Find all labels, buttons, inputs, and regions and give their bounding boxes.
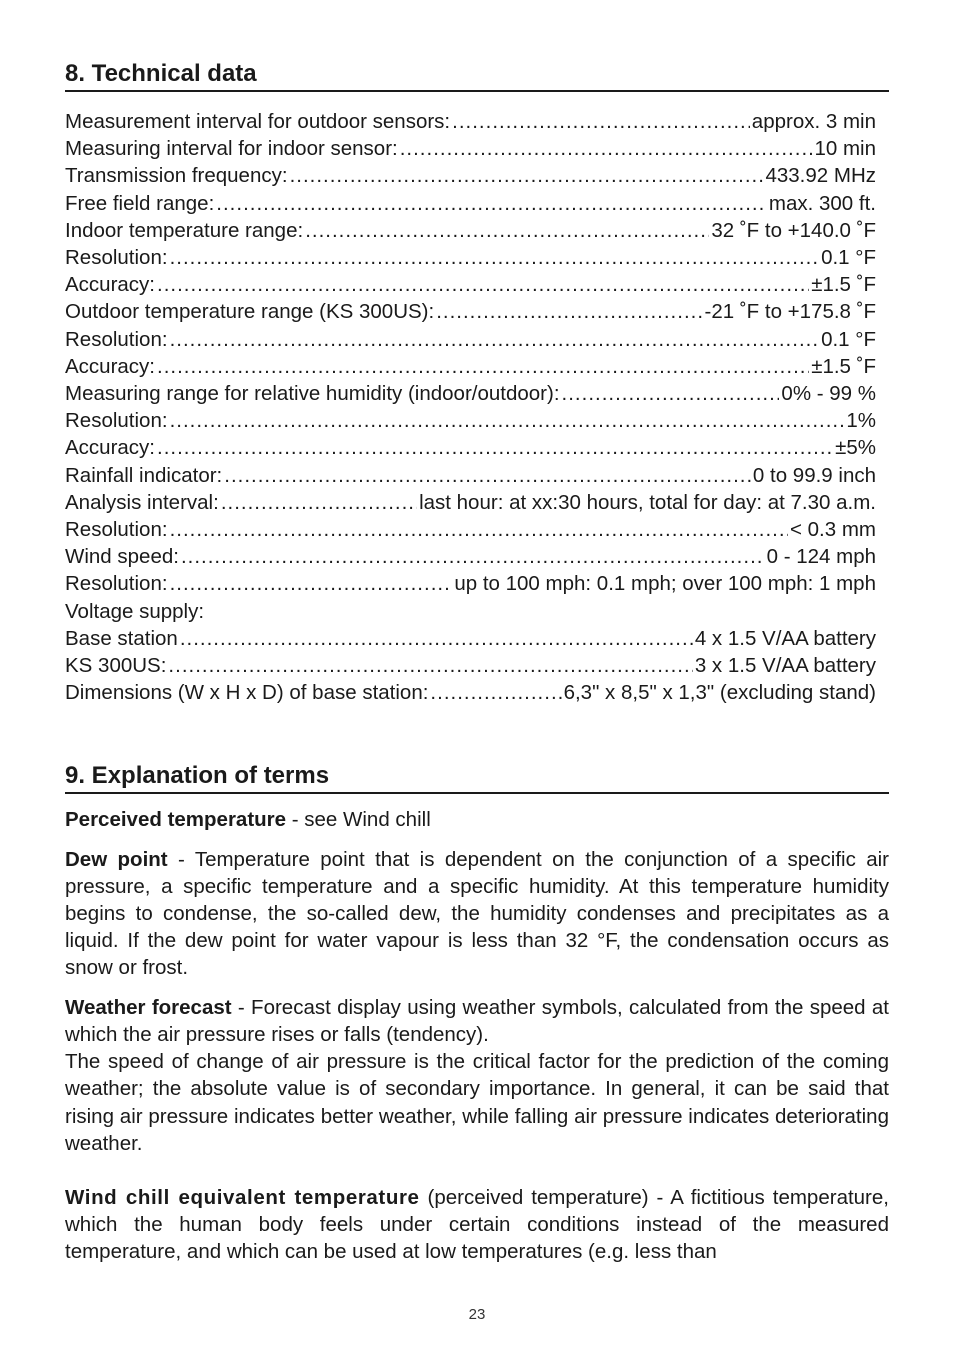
spec-value: 433.92 MHz xyxy=(765,164,876,188)
spec-row xyxy=(65,652,876,679)
dot-leader xyxy=(181,543,765,570)
spec-value: ±5% xyxy=(835,436,876,460)
spec-label: Indoor temperature range: xyxy=(65,218,304,242)
page-number: 23 xyxy=(468,1306,486,1323)
dot-leader xyxy=(562,380,780,407)
term-dew-point xyxy=(65,846,889,982)
term-text: The speed of change of air pressure is the critical factor for the prediction of the coming weather; the absolute value is of secondary importance. In general, it can be said that rising air pressure indicates better weather, while falling air pressure indicates deteriorating weather. xyxy=(65,1050,889,1155)
term-weather-forecast-continued xyxy=(65,1048,889,1157)
spec-row xyxy=(65,353,876,380)
section-title-explanation-of-terms: 9. Explanation of terms xyxy=(65,760,889,794)
spec-value: 3 x 1.5 V/AA battery xyxy=(694,654,876,678)
spec-label: Rainfall indicator: xyxy=(65,463,223,487)
spec-row xyxy=(65,625,876,652)
spec-label: Free field range: xyxy=(65,191,215,215)
spec-row xyxy=(65,516,876,543)
term-text: - Temperature point that is dependent on the conjunction of a specific air pressure, a specific temperature and a specific humidity. At this temperature humidity begins to condense, the so-called dew, the humidity condenses and precipitates as a liquid. If the dew point for water vapour is less than 32 °F, the condensation occurs as snow or frost. xyxy=(65,847,890,980)
dot-leader xyxy=(157,271,809,298)
spec-row xyxy=(65,570,876,597)
spec-value: last hour: at xx:30 hours, total for day: at 7.30 a.m. xyxy=(419,490,876,514)
page-content xyxy=(65,58,889,1266)
term-heading: Wind chill equivalent temperature xyxy=(65,1185,420,1209)
spec-label: KS 300US: xyxy=(65,654,167,678)
spec-label: Resolution: xyxy=(65,518,168,542)
technical-data-list xyxy=(65,108,876,706)
spec-value: -21 ˚F to +175.8 ˚F xyxy=(704,300,876,324)
dot-leader xyxy=(157,353,809,380)
spec-value: max. 300 ft. xyxy=(768,191,876,215)
spec-value: ±1.5 ˚F xyxy=(811,273,876,297)
spec-value: 10 min xyxy=(814,137,876,161)
spec-row xyxy=(65,271,876,298)
dot-leader xyxy=(180,625,693,652)
term-text: - see Wind chill xyxy=(286,808,431,832)
spec-value: 0% - 99 % xyxy=(781,382,876,406)
dot-leader xyxy=(170,570,453,597)
spec-label: Analysis interval: xyxy=(65,490,219,514)
spec-row xyxy=(65,298,876,325)
spec-value: ±1.5 ˚F xyxy=(811,354,876,378)
term-weather-forecast xyxy=(65,994,889,1048)
spec-label: Transmission frequency: xyxy=(65,164,288,188)
spec-label: Resolution: xyxy=(65,572,168,596)
term-wind-chill xyxy=(65,1184,889,1266)
spec-value: 1% xyxy=(846,409,876,433)
term-heading: Weather forecast xyxy=(65,995,232,1019)
spec-value: 32 ˚F to +140.0 ˚F xyxy=(711,218,876,242)
dot-leader xyxy=(170,407,845,434)
spec-row xyxy=(65,462,876,489)
term-heading: Perceived temperature xyxy=(65,808,287,832)
dot-leader xyxy=(290,162,764,189)
spec-row xyxy=(65,108,876,135)
spec-label: Measuring range for relative humidity (indoor/outdoor): xyxy=(65,382,560,406)
dot-leader xyxy=(170,326,820,353)
spec-row xyxy=(65,162,876,189)
spec-value: 0.1 °F xyxy=(821,327,876,351)
spec-value: 0 - 124 mph xyxy=(766,545,876,569)
term-text: (perceived temperature) - A fictitious temperature, which the human body feels under certain conditions instead of the measured temperature, and which can be used at low temperatures (e.g. less than xyxy=(65,1185,889,1264)
spec-label: Measuring interval for indoor sensor: xyxy=(65,137,398,161)
dot-leader xyxy=(400,135,813,162)
dot-leader xyxy=(221,489,417,516)
dot-leader xyxy=(216,190,767,217)
spec-label: Resolution: xyxy=(65,409,168,433)
spec-row xyxy=(65,434,876,461)
spec-label: Outdoor temperature range (KS 300US): xyxy=(65,300,435,324)
spec-label: Base station xyxy=(65,626,178,650)
dot-leader xyxy=(170,244,820,271)
spec-row xyxy=(65,407,876,434)
spec-value: 4 x 1.5 V/AA battery xyxy=(694,626,876,650)
spec-value: up to 100 mph: 0.1 mph; over 100 mph: 1 mph xyxy=(454,572,876,596)
spec-value: 6,3" x 8,5" x 1,3" (excluding stand) xyxy=(563,681,876,705)
term-perceived-temperature xyxy=(65,806,889,833)
spec-row xyxy=(65,598,876,625)
spec-label: Voltage supply: xyxy=(65,599,205,623)
spec-value: 0 to 99.9 inch xyxy=(752,463,876,487)
spec-row xyxy=(65,190,876,217)
dot-leader xyxy=(430,679,561,706)
spec-row xyxy=(65,326,876,353)
spec-row xyxy=(65,489,876,516)
spec-label: Resolution: xyxy=(65,246,168,270)
dot-leader xyxy=(168,652,692,679)
spec-row xyxy=(65,244,876,271)
dot-leader xyxy=(157,434,833,461)
spec-label: Resolution: xyxy=(65,327,168,351)
spec-label: Accuracy: xyxy=(65,273,155,297)
section-title-technical-data: 8. Technical data xyxy=(65,58,889,92)
dot-leader xyxy=(305,217,709,244)
spec-label: Accuracy: xyxy=(65,354,155,378)
spec-label: Accuracy: xyxy=(65,436,155,460)
spec-value: < 0.3 mm xyxy=(789,518,876,542)
spec-row xyxy=(65,380,876,407)
spec-label: Dimensions (W x H x D) of base station: xyxy=(65,681,429,705)
spec-row xyxy=(65,543,876,570)
dot-leader xyxy=(170,516,788,543)
term-heading: Dew point xyxy=(65,847,168,871)
spec-row xyxy=(65,135,876,162)
spec-row xyxy=(65,679,876,706)
dot-leader xyxy=(224,462,751,489)
term-text: - Forecast display using weather symbols, calculated from the speed at which the air pressure rises or falls (tendency). xyxy=(65,995,889,1046)
spec-label: Measurement interval for outdoor sensors: xyxy=(65,110,451,133)
dot-leader xyxy=(452,108,750,135)
spec-value: approx. 3 min xyxy=(751,110,876,133)
spec-row xyxy=(65,217,876,244)
spec-value: 0.1 °F xyxy=(821,246,876,270)
spec-label: Wind speed: xyxy=(65,545,179,569)
dot-leader xyxy=(436,298,702,325)
